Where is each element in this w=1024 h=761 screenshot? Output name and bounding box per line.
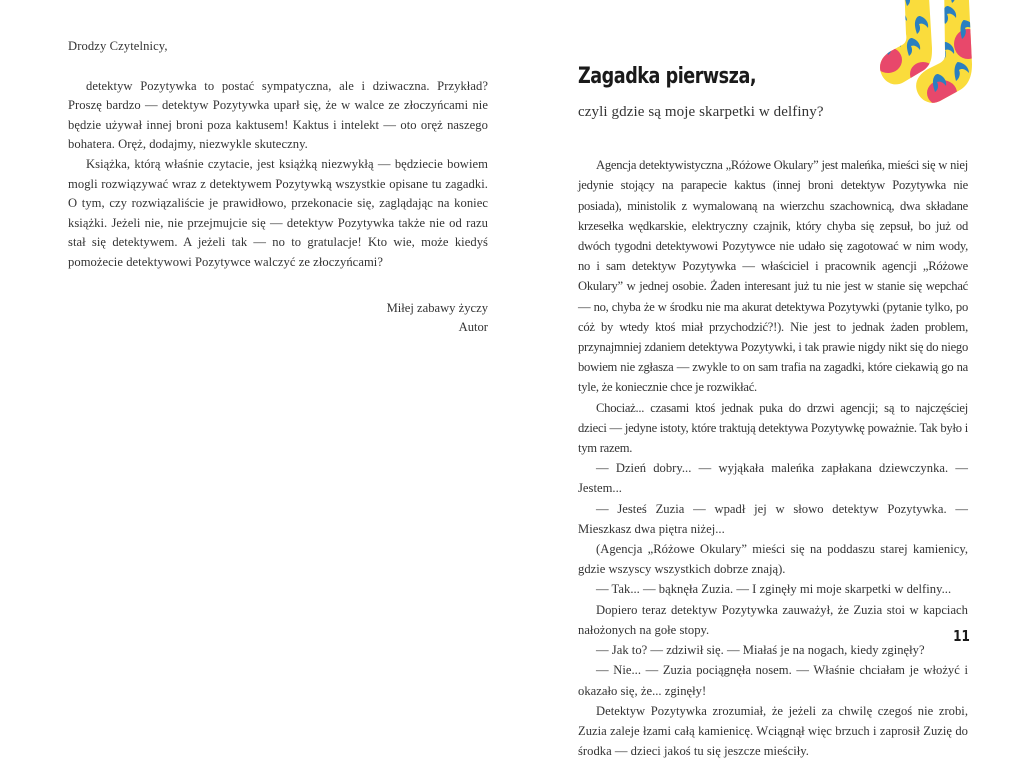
chapter-paragraph-10: Detektyw Pozytywka zrozumiał, że jeżeli za chwilę czegoś nie zrobi, Zuzia zaleje łzami całą kamienicę. Wciągnął więc brzuch i zaprosił Zuzię do środka — dzieci jakoś tu się jeszcze mieściły. [578, 703, 968, 759]
chapter-column [578, 50, 968, 761]
chapter-paragraph-2: Chociaż... czasami ktoś jednak puka do drzwi agencji; są to najczęściej dzieci — jedyne istoty, które traktują detektywa Pozytywkę poważnie. Tak było i tym razem. [578, 400, 968, 456]
foreword-paragraph-2: Książka, którą właśnie czytacie, jest książką niezwykłą — będziecie bowiem mogli rozwiązywać wraz z detektywem Pozytywką wszystkie opisane tu zagadki. O tym, czy rozwiązaliście je prawidłowo, przekonacie się, zaglądając na koniec książki. Jeżeli nie, nie przejmujcie się — detektyw Pozytywka także nie od razu stał się detektywem. A jeżeli tak — no to gratulacje! Kto wie, może kiedyś pomożecie detektywowi Pozytywce walczyć ze złoczyńcami? [68, 156, 488, 269]
signature-block [68, 299, 488, 338]
page-number: 11 [953, 627, 970, 645]
chapter-paragraph-8: — Jak to? — zdziwił się. — Miałaś je na nogach, kiedy zginęły? [596, 643, 925, 658]
chapter-paragraph-7: Dopiero teraz detektyw Pozytywka zauważył, że Zuzia stoi w kapciach nałożonych na gołe stopy. [578, 602, 968, 637]
salutation: Drodzy Czytelnicy, [68, 39, 168, 53]
chapter-title: Zagadka pierwsza, [578, 63, 757, 89]
signature-line-1: Miłej zabawy życzy [386, 300, 488, 315]
foreword-paragraph-1: detektyw Pozytywka to postać sympatyczna, ale i dziwaczna. Przykład? Proszę bardzo — detektyw Pozytywka uparł się, że w walce ze złoczyńcami nie będzie używał innej broni poza kaktusem! Kaktus i intelekt — oto oręż naszego bohatera. Oręż, dodajmy, niezwykle skuteczny. [68, 78, 488, 152]
chapter-paragraph-3: — Dzień dobry... — wyjąkała maleńka zapłakana dziewczynka. — Jestem... [578, 461, 968, 496]
chapter-subtitle: czyli gdzie są moje skarpetki w delfiny? [578, 104, 824, 121]
foreword-column [68, 40, 488, 338]
chapter-paragraph-1: Agencja detektywistyczna „Różowe Okulary” jest maleńka, mieści się w niej jedynie stojący na parapecie kaktus (innej broni detektyw Pozytywka nie posiada), ministolik z wymalowaną na wierzchu szachownicą, dwa składane krzesełka wędkarskie, elektryczny czajnik, który chyba się zepsuł, bo już od dwóch tygodni detektywowi Pozytywce nie udało się zagotować w nim wody, no i sam detektyw Pozytywka — właściciel i pracownik agencji „Różowe Okulary” w jednej osobie. Żaden interesant już tu nie jest w stanie się wepchać — no, chyba że w środku nie ma akurat detektywa Pozytywki (pytanie tylko, po cóż by wtedy ktoś miał przychodzić?!). Nie jest to jednak żaden problem, przynajmniej zdaniem detektywa Pozytywki, i tak prawie nigdy nikt się do niego bowiem nie zgłasza — zwykle to on sam trafia na zagadki, które ciekawią go na tyle, że koniecznie chce je rozwikłać. [578, 158, 968, 395]
chapter-paragraph-4: — Jesteś Zuzia — wpadł jej w słowo detektyw Pozytywka. — Mieszkasz dwa piętra niżej... [578, 501, 968, 536]
chapter-paragraph-9: — Nie... — Zuzia pociągnęła nosem. — Właśnie chciałam je włożyć i okazało się, że... zginęły! [578, 663, 968, 698]
signature-line-2: Autor [458, 320, 488, 335]
chapter-body [578, 155, 968, 761]
chapter-paragraph-6: — Tak... — bąknęła Zuzia. — I zginęły mi moje skarpetki w delfiny... [596, 582, 952, 597]
chapter-paragraph-5: (Agencja „Różowe Okulary” mieści się na poddaszu starej kamienicy, gdzie wszyscy wszystkich dobrze znają). [578, 542, 968, 577]
